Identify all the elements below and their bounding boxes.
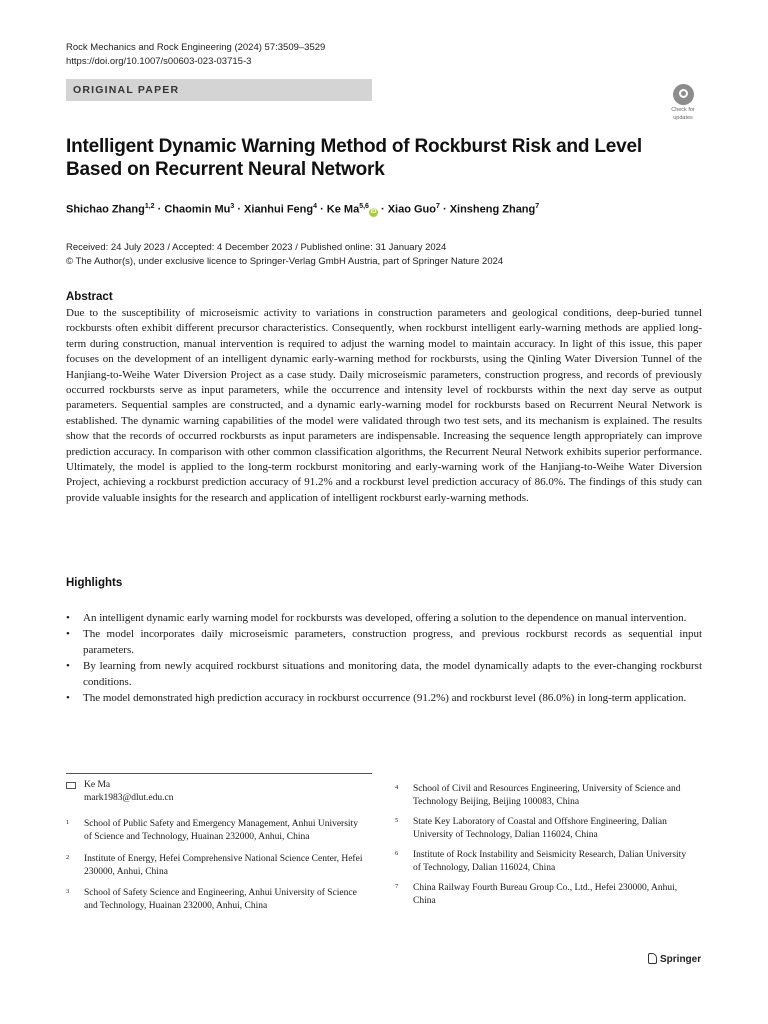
affiliation-6 — [395, 849, 695, 875]
author-separator: · — [317, 203, 327, 216]
article-type-banner — [66, 79, 372, 101]
highlight-item: • The model demonstrated high prediction accuracy in rockburst occurrence (91.2%) and rockburst level (86.0%) in long-term application. — [66, 690, 702, 706]
orcid-icon[interactable]: iD — [370, 208, 377, 215]
author-name[interactable]: Chaomin Mu — [164, 203, 231, 216]
corresponding-author-name: Ke Ma — [84, 780, 111, 790]
affiliation-text: School of Public Safety and Emergency Management, Anhui University of Science and Technology, Huainan 232000, Anhui, China — [84, 819, 358, 842]
highlight-item: • An intelligent dynamic early warning model for rockbursts was developed, offering a solution to the dependence on manual intervention. — [66, 610, 702, 626]
affiliation-text: State Key Laboratory of Coastal and Offshore Engineering, Dalian University of Technology, Dalian 116024, China — [413, 817, 667, 840]
dates-line: Received: 24 July 2023 / Accepted: 4 December 2023 / Published online: 31 January 2024 — [66, 242, 447, 253]
affiliations-right-column — [395, 783, 695, 915]
abstract-text: Due to the susceptibility of microseismic activity to variations in construction parameters and geological conditions, deep-buried tunnel rockbursts often exhibit different precursor characteristics. Consequently, when rockburst intelligent early-warning methods are applied long-term during construction, manual intervention is required to adjust the warning model to maintain accuracy. In light of this issue, this paper focuses on the development of an intelligent dynamic early-warning method for rockbursts, using the Qinling Water Diversion Tunnel of the Hanjiang-to-Weihe Water Diversion Project as a case study. Daily microseismic parameters, construction progress, and records of previously occurred rockbursts serve as input parameters, while the occurrence and intensity level of rockbursts within the next day serve as output parameters. Sequential samples are constructed, and a dynamic early-warning model for rockbursts based on Recurrent Neural Network is established. The dynamic warning capabilities of the model were validated through two test sets, and its mechanism is explained. The results show that the records of occurred rockbursts as input parameters are indispensable. Increasing the sequence length appropriately can improve prediction accuracy. In comparison with other common classification algorithms, the Recurrent Neural Network exhibits superior performance. Ultimately, the model is applied to the long-term rockburst monitoring and early-warning work of the Hanjiang-to-Weihe Water Diversion Project, achieving a rockburst prediction accuracy of 91.2% and a rockburst level prediction accuracy of 86.0%. The findings of this study can provide valuable insights for the research and application of intelligent rockburst early-warning methods. — [66, 307, 702, 504]
abstract-heading: Abstract — [66, 291, 113, 303]
title-line-2: Based on Recurrent Neural Network — [66, 159, 385, 180]
publisher-logo — [648, 953, 701, 965]
affiliation-text: School of Civil and Resources Engineering, University of Science and Technology Beijing, Beijing 100083, China — [413, 784, 681, 807]
author-affiliation-number: 5,6 — [359, 203, 369, 210]
check-updates-line1: Check for — [671, 107, 695, 113]
author-list — [66, 203, 539, 217]
affiliation-number: 5 — [395, 817, 399, 824]
affiliation-number: 1 — [66, 819, 70, 826]
envelope-icon — [66, 782, 76, 789]
publisher-name: Springer — [660, 954, 702, 965]
check-updates-line2: updates — [673, 115, 693, 121]
author-affiliation-number: 7 — [436, 203, 440, 210]
author-affiliation-number: 3 — [230, 203, 235, 210]
author-name[interactable]: Xinsheng Zhang — [449, 203, 536, 216]
author-affiliation-number: 4 — [313, 203, 318, 210]
affiliation-text: China Railway Fourth Bureau Group Co., Ltd., Hefei 230000, Anhui, China — [413, 883, 678, 906]
affiliations-left-column — [66, 818, 366, 920]
corresponding-author-email[interactable]: mark1983@dlut.edu.cn — [84, 793, 174, 803]
author-separator: · — [234, 203, 245, 216]
affiliation-4 — [395, 783, 695, 809]
paper-title — [66, 135, 666, 181]
author-separator: · — [377, 203, 388, 216]
affiliation-7 — [395, 882, 695, 908]
affiliation-number: 4 — [395, 784, 399, 791]
author-affiliation-number: 1,2 — [144, 203, 155, 210]
highlights-heading: Highlights — [66, 577, 123, 589]
affiliation-3 — [66, 887, 366, 913]
affiliation-number: 6 — [395, 850, 399, 857]
author-separator: · — [154, 203, 165, 216]
check-for-updates-badge[interactable] — [665, 84, 701, 122]
author-name[interactable]: Xiao Guo — [387, 203, 436, 216]
affiliation-text: Institute of Energy, Hefei Comprehensive National Science Center, Hefei 230000, Anhui, China — [84, 854, 363, 877]
doi-link[interactable]: https://doi.org/10.1007/s00603-023-03715-3 — [66, 56, 252, 67]
title-line-1: Intelligent Dynamic Warning Method of Rockburst Risk and Level — [66, 136, 642, 157]
author-separator: · — [439, 203, 450, 216]
highlights-list — [66, 610, 702, 706]
author-name[interactable]: Ke Ma — [326, 203, 360, 216]
affiliation-number: 3 — [66, 888, 70, 895]
affiliation-text: School of Safety Science and Engineering, Anhui University of Science and Technology, Huainan 232000, Anhui, China — [84, 888, 357, 911]
affiliation-text: Institute of Rock Instability and Seismicity Research, Dalian University of Technology, Dalian 116024, China — [413, 850, 687, 873]
footnote-divider — [66, 773, 372, 774]
copyright-line: © The Author(s), under exclusive licence to Springer-Verlag GmbH Austria, part of Springer Nature 2024 — [66, 256, 504, 267]
affiliation-number: 2 — [66, 854, 70, 861]
check-updates-icon — [673, 84, 694, 105]
author-name[interactable]: Xianhui Feng — [244, 203, 314, 216]
affiliation-2 — [66, 853, 366, 879]
author-affiliation-number: 7 — [535, 203, 540, 210]
springer-horse-icon — [648, 953, 657, 964]
highlight-item: • By learning from newly acquired rockburst situations and monitoring data, the model dynamically adapts to the ever-changing rockburst conditions. — [66, 658, 702, 690]
author-name[interactable]: Shichao Zhang — [66, 203, 145, 216]
affiliation-1 — [66, 818, 366, 844]
publication-dates — [66, 241, 503, 269]
affiliation-number: 7 — [395, 883, 399, 890]
journal-citation: Rock Mechanics and Rock Engineering (2024) 57:3509–3529 — [66, 42, 326, 53]
journal-header — [66, 41, 325, 69]
affiliation-5 — [395, 816, 695, 842]
highlight-item: • The model incorporates daily microseismic parameters, construction progress, and previous rockburst records as sequential input parameters. — [66, 626, 702, 658]
article-type-label: ORIGINAL PAPER — [73, 84, 180, 96]
corresponding-author — [66, 779, 366, 805]
